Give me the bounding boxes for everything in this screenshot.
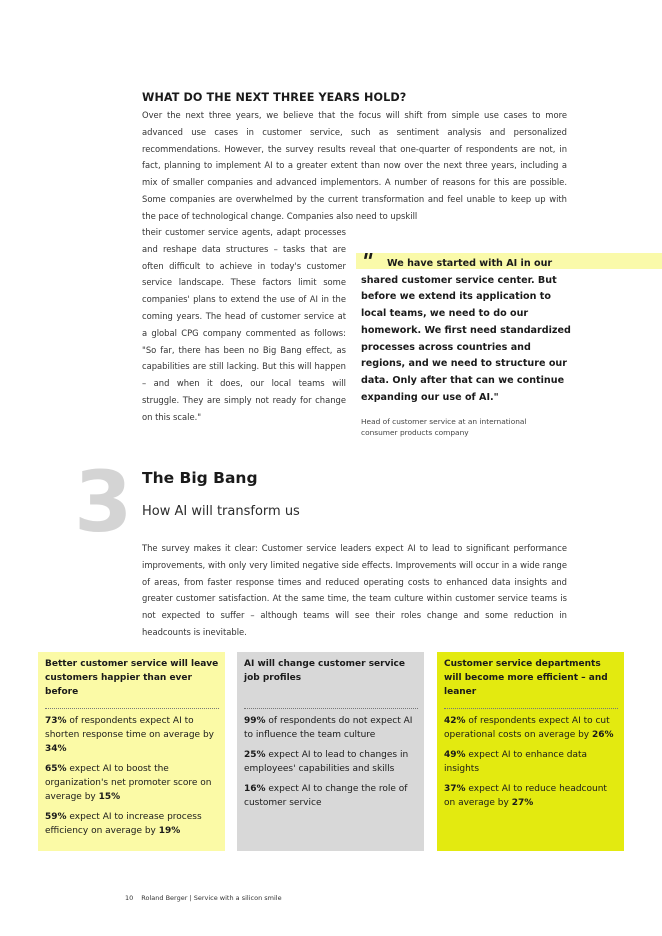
quote-first-line: We have started with AI in our <box>387 258 553 269</box>
dotted-divider <box>444 708 618 709</box>
stat-item: 37% expect AI to reduce headcount on average by 27% <box>444 784 607 808</box>
section-heading: WHAT DO THE NEXT THREE YEARS HOLD? <box>142 91 407 104</box>
section-number: 3 <box>74 453 133 551</box>
stat-box-title: Customer service departments will become more efficient – and leaner <box>444 659 608 697</box>
stat-item: 16% expect AI to change the role of customer service <box>244 784 408 808</box>
section-subtitle: How AI will transform us <box>142 504 300 519</box>
quote-body: shared customer service center. But before we extend its application to local teams, we need to do our homework. We first need standardized processes across countries and regions, and we need to structure our data. Only after that can we continue expanding our use of AI." <box>361 274 571 403</box>
stat-item: 59% expect AI to increase process efficiency on average by 19% <box>45 812 202 836</box>
dotted-divider <box>244 708 418 709</box>
stat-box-title: Better customer service will leave customers happier than ever before <box>45 659 219 697</box>
footer-text: Roland Berger | Service with a silicon smile <box>141 894 282 902</box>
stat-item: 65% expect AI to boost the organization's net promoter score on average by 15% <box>45 764 212 802</box>
stat-box-customer-service <box>38 652 225 851</box>
pull-quote <box>358 250 576 406</box>
section-title: The Big Bang <box>142 469 258 487</box>
quote-mark-icon: " <box>358 250 372 275</box>
page-footer <box>125 894 282 902</box>
stat-box-efficiency <box>437 652 624 851</box>
stat-item: 99% of respondents do not expect AI to influence the team culture <box>244 716 413 740</box>
intro-paragraph: Over the next three years, we believe that the focus will shift from simple use cases to more advanced use cases in customer service, such as sentiment analysis and personalized recommendations. However, the survey results reveal that one-quarter of respondents are not, in fact, planning to implement AI to a greater extent than now over the next three years, including a mix of smaller companies and advanced implementors. A number of reasons for this are possible. Some companies are overwhelmed by the current transformation and feel unable to keep up with the pace of technological change. Companies also need to upskill <box>142 110 567 221</box>
stat-item: 25% expect AI to lead to changes in employees' capabilities and skills <box>244 750 409 774</box>
stat-item: 49% expect AI to enhance data insights <box>444 750 588 774</box>
dotted-divider <box>45 708 219 709</box>
stat-item: 42% of respondents expect AI to cut operational costs on average by 26% <box>444 716 614 740</box>
stat-item: 73% of respondents expect AI to shorten response time on average by 34% <box>45 716 214 754</box>
page-number: 10 <box>125 894 134 902</box>
stat-box-title: AI will change customer service job profiles <box>244 659 405 683</box>
left-column-paragraph: their customer service agents, adapt processes and reshape data structures – tasks that are often difficult to achieve in today's customer service landscape. These factors limit some companies' plans to extend the use of AI in the coming years. The head of customer service at a global CPG company commented as follows: "So far, there has been no Big Bang effect, as capabilities are still lacking. But this will happen – and when it does, our local teams will struggle. They are simply not ready for change on this scale." <box>142 227 346 422</box>
stat-box-job-profiles <box>237 652 424 851</box>
section-body: The survey makes it clear: Customer service leaders expect AI to lead to significant performance improvements, with only very limited negative side effects. Improvements will occur in a wide range of areas, from faster response times and reduced operating costs to enhanced data insights and greater customer satisfaction. At the same time, the team culture within customer service teams is not expected to suffer – although teams will see their roles change and some reduction in headcounts is inevitable. <box>142 543 567 637</box>
quote-attribution: Head of customer service at an international consumer products company <box>361 417 527 437</box>
